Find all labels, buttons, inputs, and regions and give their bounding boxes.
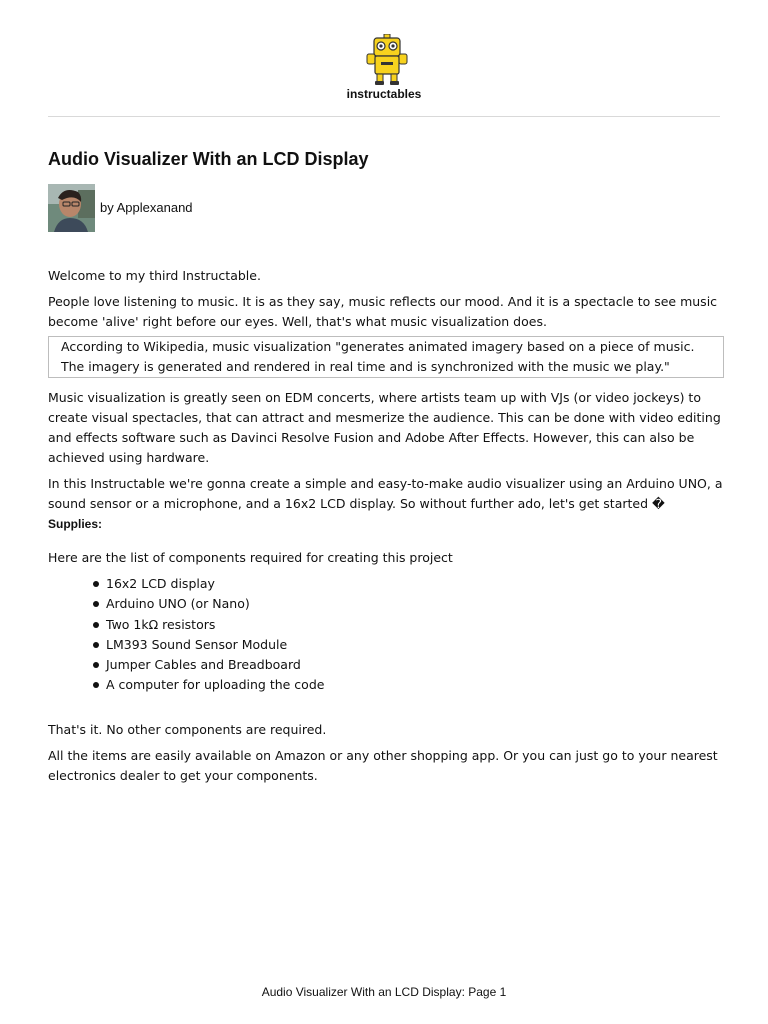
author-byline[interactable]: by Applexanand: [100, 200, 193, 215]
list-item: Two 1kΩ resistors: [106, 615, 732, 635]
page-title: Audio Visualizer With an LCD Display: [48, 149, 369, 169]
list-item: 16x2 LCD display: [106, 574, 732, 594]
page-footer: Audio Visualizer With an LCD Display: Page 1: [261, 985, 507, 999]
list-item: A computer for uploading the code: [106, 675, 732, 695]
supplies-list: [48, 574, 732, 696]
author-avatar[interactable]: [48, 184, 95, 232]
intro-paragraph: Welcome to my third Instructable.: [48, 268, 261, 283]
list-item: Arduino UNO (or Nano): [106, 594, 732, 614]
body-paragraph: In this Instructable we're gonna create a simple and easy-to-make audio visualizer using an Arduino UNO, a sound sensor or a microphone, and a 16x2 LCD display. So without further ado, let's get started �: [48, 476, 723, 511]
supplies-outro: All the items are easily available on Amazon or any other shopping app. Or you can just go to your nearest electronics dealer to get your components.: [48, 747, 718, 783]
body-paragraph: Music visualization is greatly seen on EDM concerts, where artists team up with VJs (or video jockeys) to create visual spectacles, that can attract and mesmerize the audience. This can be done with video editing and effects software such as Davinci Resolve Fusion and Adobe After Effects. However, this can also be achieved using hardware.: [48, 390, 721, 465]
supplies-outro: That's it. No other components are required.: [48, 721, 327, 737]
list-item: LM393 Sound Sensor Module: [106, 635, 732, 655]
supplies-heading: Supplies:: [48, 517, 103, 531]
intro-paragraph: People love listening to music. It is as they say, music reflects our mood. And it is a spectacle to see music become 'alive' right before our eyes. Well, that's what music visualization does.: [48, 294, 718, 329]
article-body: [48, 266, 732, 792]
supplies-intro: Here are the list of components required for creating this project: [48, 550, 453, 565]
list-item: Jumper Cables and Breadboard: [106, 655, 732, 675]
brand-name[interactable]: instructables: [346, 87, 422, 101]
instructables-robot-logo[interactable]: [364, 34, 410, 86]
wikipedia-quote: According to Wikipedia, music visualization "generates animated imagery based on a piece of music. The imagery is generated and rendered in real time and is synchronized with the music we play.": [48, 336, 724, 378]
